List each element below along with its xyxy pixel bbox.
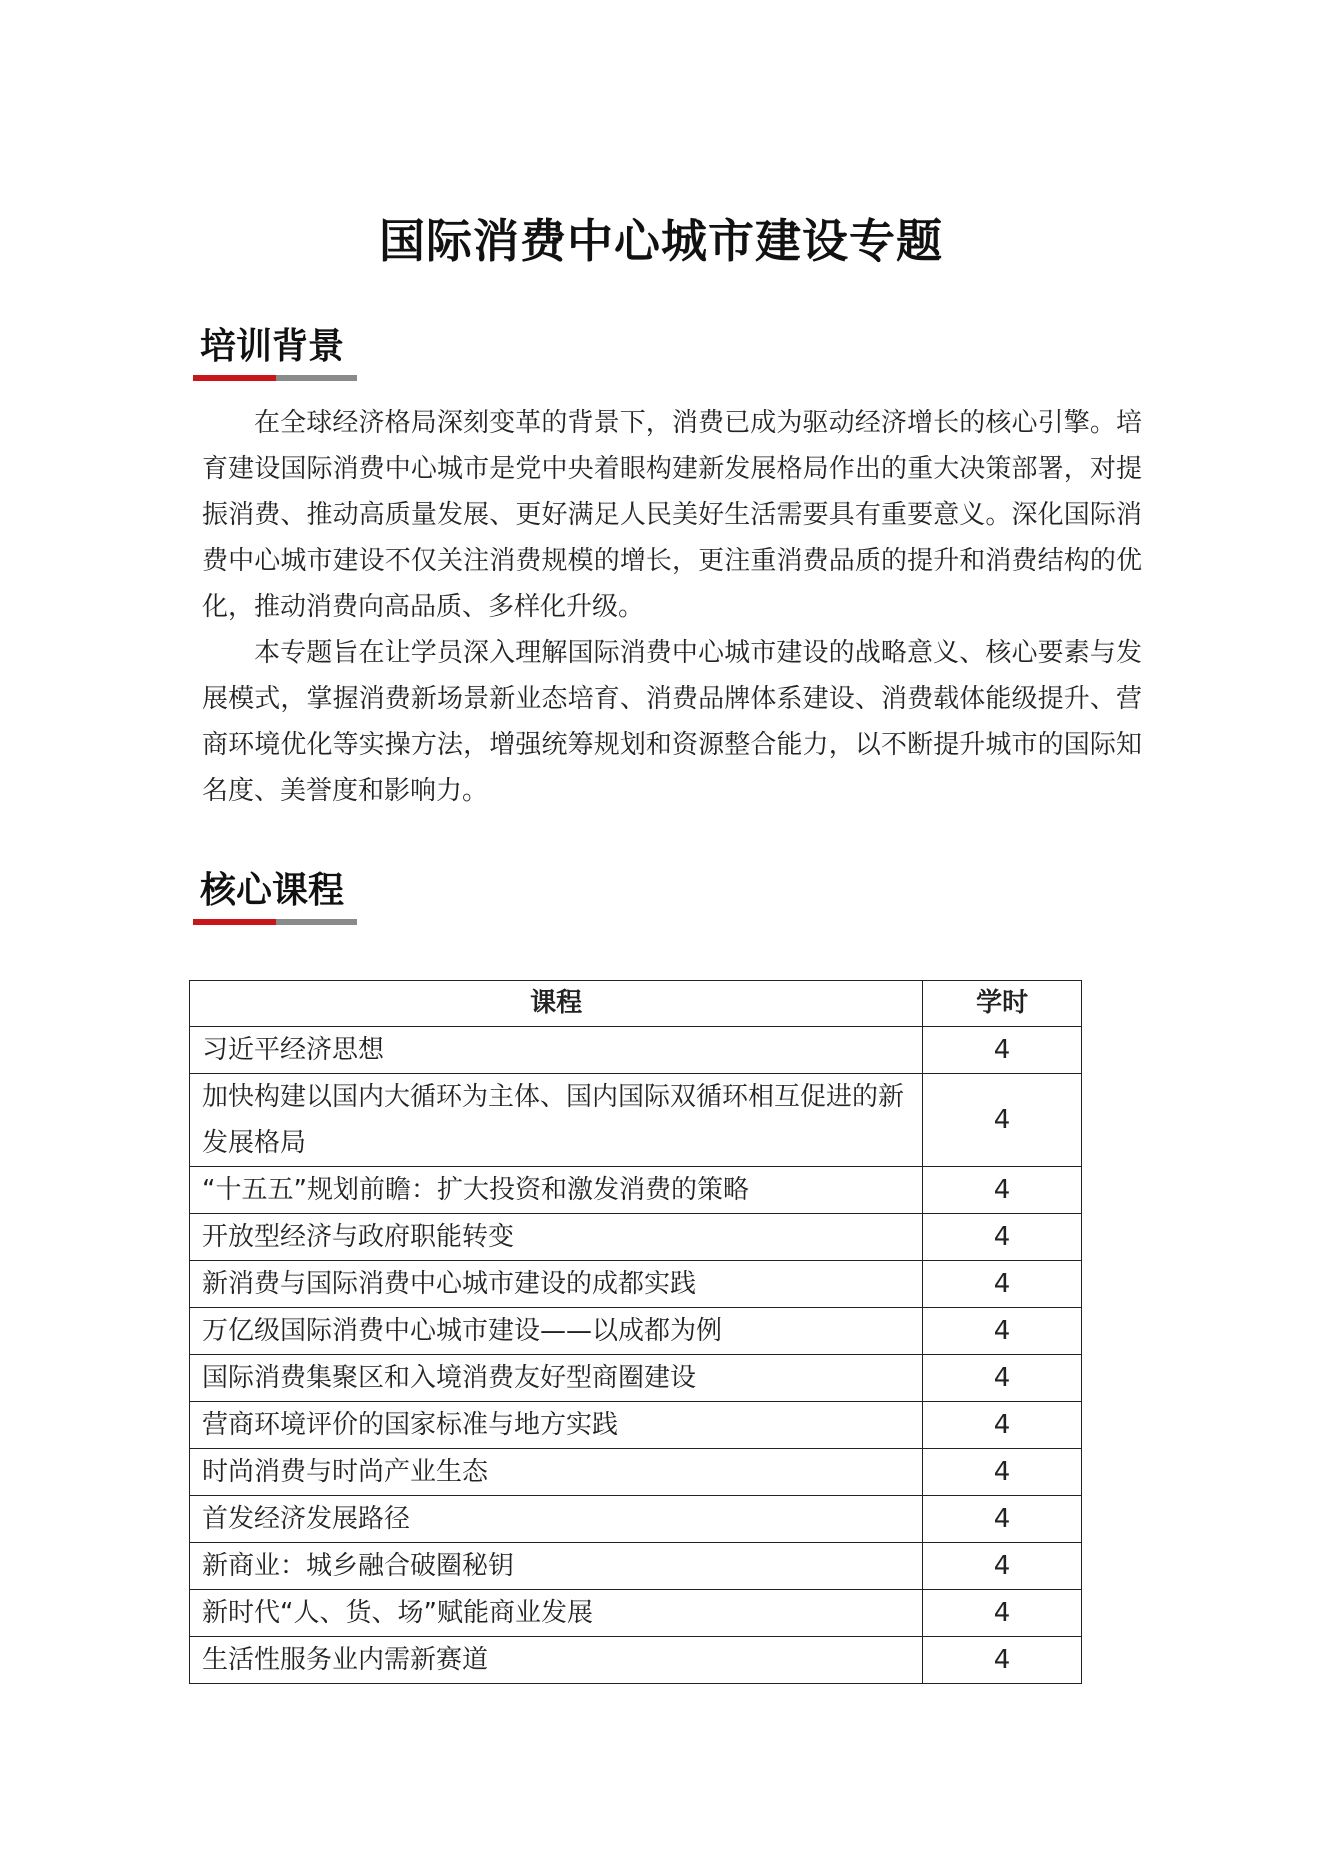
table-row [190, 1167, 1082, 1214]
course-cell: 新商业：城乡融合破圈秘钥 [190, 1543, 923, 1590]
course-cell: 新消费与国际消费中心城市建设的成都实践 [190, 1261, 923, 1308]
underline-red-segment [193, 375, 276, 381]
table-row [190, 1637, 1082, 1684]
courses-heading-underline [193, 919, 357, 925]
course-cell: 加快构建以国内大循环为主体、国内国际双循环相互促进的新发展格局 [190, 1074, 923, 1167]
underline-gray-segment [276, 375, 357, 381]
table-row [190, 1074, 1082, 1167]
table-header-row [190, 981, 1082, 1027]
background-heading-underline [193, 375, 357, 381]
table-row [190, 1449, 1082, 1496]
hours-cell: 4 [923, 1214, 1082, 1261]
course-cell: 习近平经济思想 [190, 1027, 923, 1074]
hours-cell: 4 [923, 1167, 1082, 1214]
hours-cell: 4 [923, 1449, 1082, 1496]
course-cell: 首发经济发展路径 [190, 1496, 923, 1543]
course-cell: 生活性服务业内需新赛道 [190, 1637, 923, 1684]
course-cell: 开放型经济与政府职能转变 [190, 1214, 923, 1261]
hours-cell: 4 [923, 1590, 1082, 1637]
table-row [190, 1355, 1082, 1402]
page-title: 国际消费中心城市建设专题 [379, 214, 943, 268]
background-paragraph-2: 本专题旨在让学员深入理解国际消费中心城市建设的战略意义、核心要素与发展模式，掌握消费新场景新业态培育、消费品牌体系建设、消费载体能级提升、营商环境优化等实操方法，增强统筹规划和资源整合能力，以不断提升城市的国际知名度、美誉度和影响力。 [202, 638, 1142, 806]
hours-column-header: 学时 [923, 981, 1082, 1027]
background-heading: 培训背景 [200, 326, 345, 367]
hours-cell: 4 [923, 1027, 1082, 1074]
hours-cell: 4 [923, 1543, 1082, 1590]
table-row [190, 1590, 1082, 1637]
course-cell: 营商环境评价的国家标准与地方实践 [190, 1402, 923, 1449]
course-cell: 万亿级国际消费中心城市建设——以成都为例 [190, 1308, 923, 1355]
course-cell: 时尚消费与时尚产业生态 [190, 1449, 923, 1496]
course-cell: “十五五”规划前瞻：扩大投资和激发消费的策略 [190, 1167, 923, 1214]
hours-cell: 4 [923, 1355, 1082, 1402]
hours-cell: 4 [923, 1261, 1082, 1308]
underline-gray-segment [276, 919, 357, 925]
background-paragraph-1: 在全球经济格局深刻变革的背景下，消费已成为驱动经济增长的核心引擎。培育建设国际消费中心城市是党中央着眼构建新发展格局作出的重大决策部署，对提振消费、推动高质量发展、更好满足人民美好生活需要具有重要意义。深化国际消费中心城市建设不仅关注消费规模的增长，更注重消费品质的提升和消费结构的优化，推动消费向高品质、多样化升级。 [202, 408, 1142, 622]
table-row [190, 1543, 1082, 1590]
table-row [190, 1308, 1082, 1355]
hours-cell: 4 [923, 1496, 1082, 1543]
table-row [190, 1402, 1082, 1449]
course-cell: 国际消费集聚区和入境消费友好型商圈建设 [190, 1355, 923, 1402]
hours-cell: 4 [923, 1402, 1082, 1449]
hours-cell: 4 [923, 1308, 1082, 1355]
course-column-header: 课程 [190, 981, 923, 1027]
table-row [190, 1261, 1082, 1308]
table-row [190, 1214, 1082, 1261]
course-table [189, 980, 1082, 1684]
course-table-body [190, 1027, 1082, 1684]
table-row [190, 1027, 1082, 1074]
background-body [202, 400, 1142, 814]
course-cell: 新时代“人、货、场”赋能商业发展 [190, 1590, 923, 1637]
table-row [190, 1496, 1082, 1543]
hours-cell: 4 [923, 1074, 1082, 1167]
hours-cell: 4 [923, 1637, 1082, 1684]
underline-red-segment [193, 919, 276, 925]
courses-heading: 核心课程 [200, 870, 345, 911]
